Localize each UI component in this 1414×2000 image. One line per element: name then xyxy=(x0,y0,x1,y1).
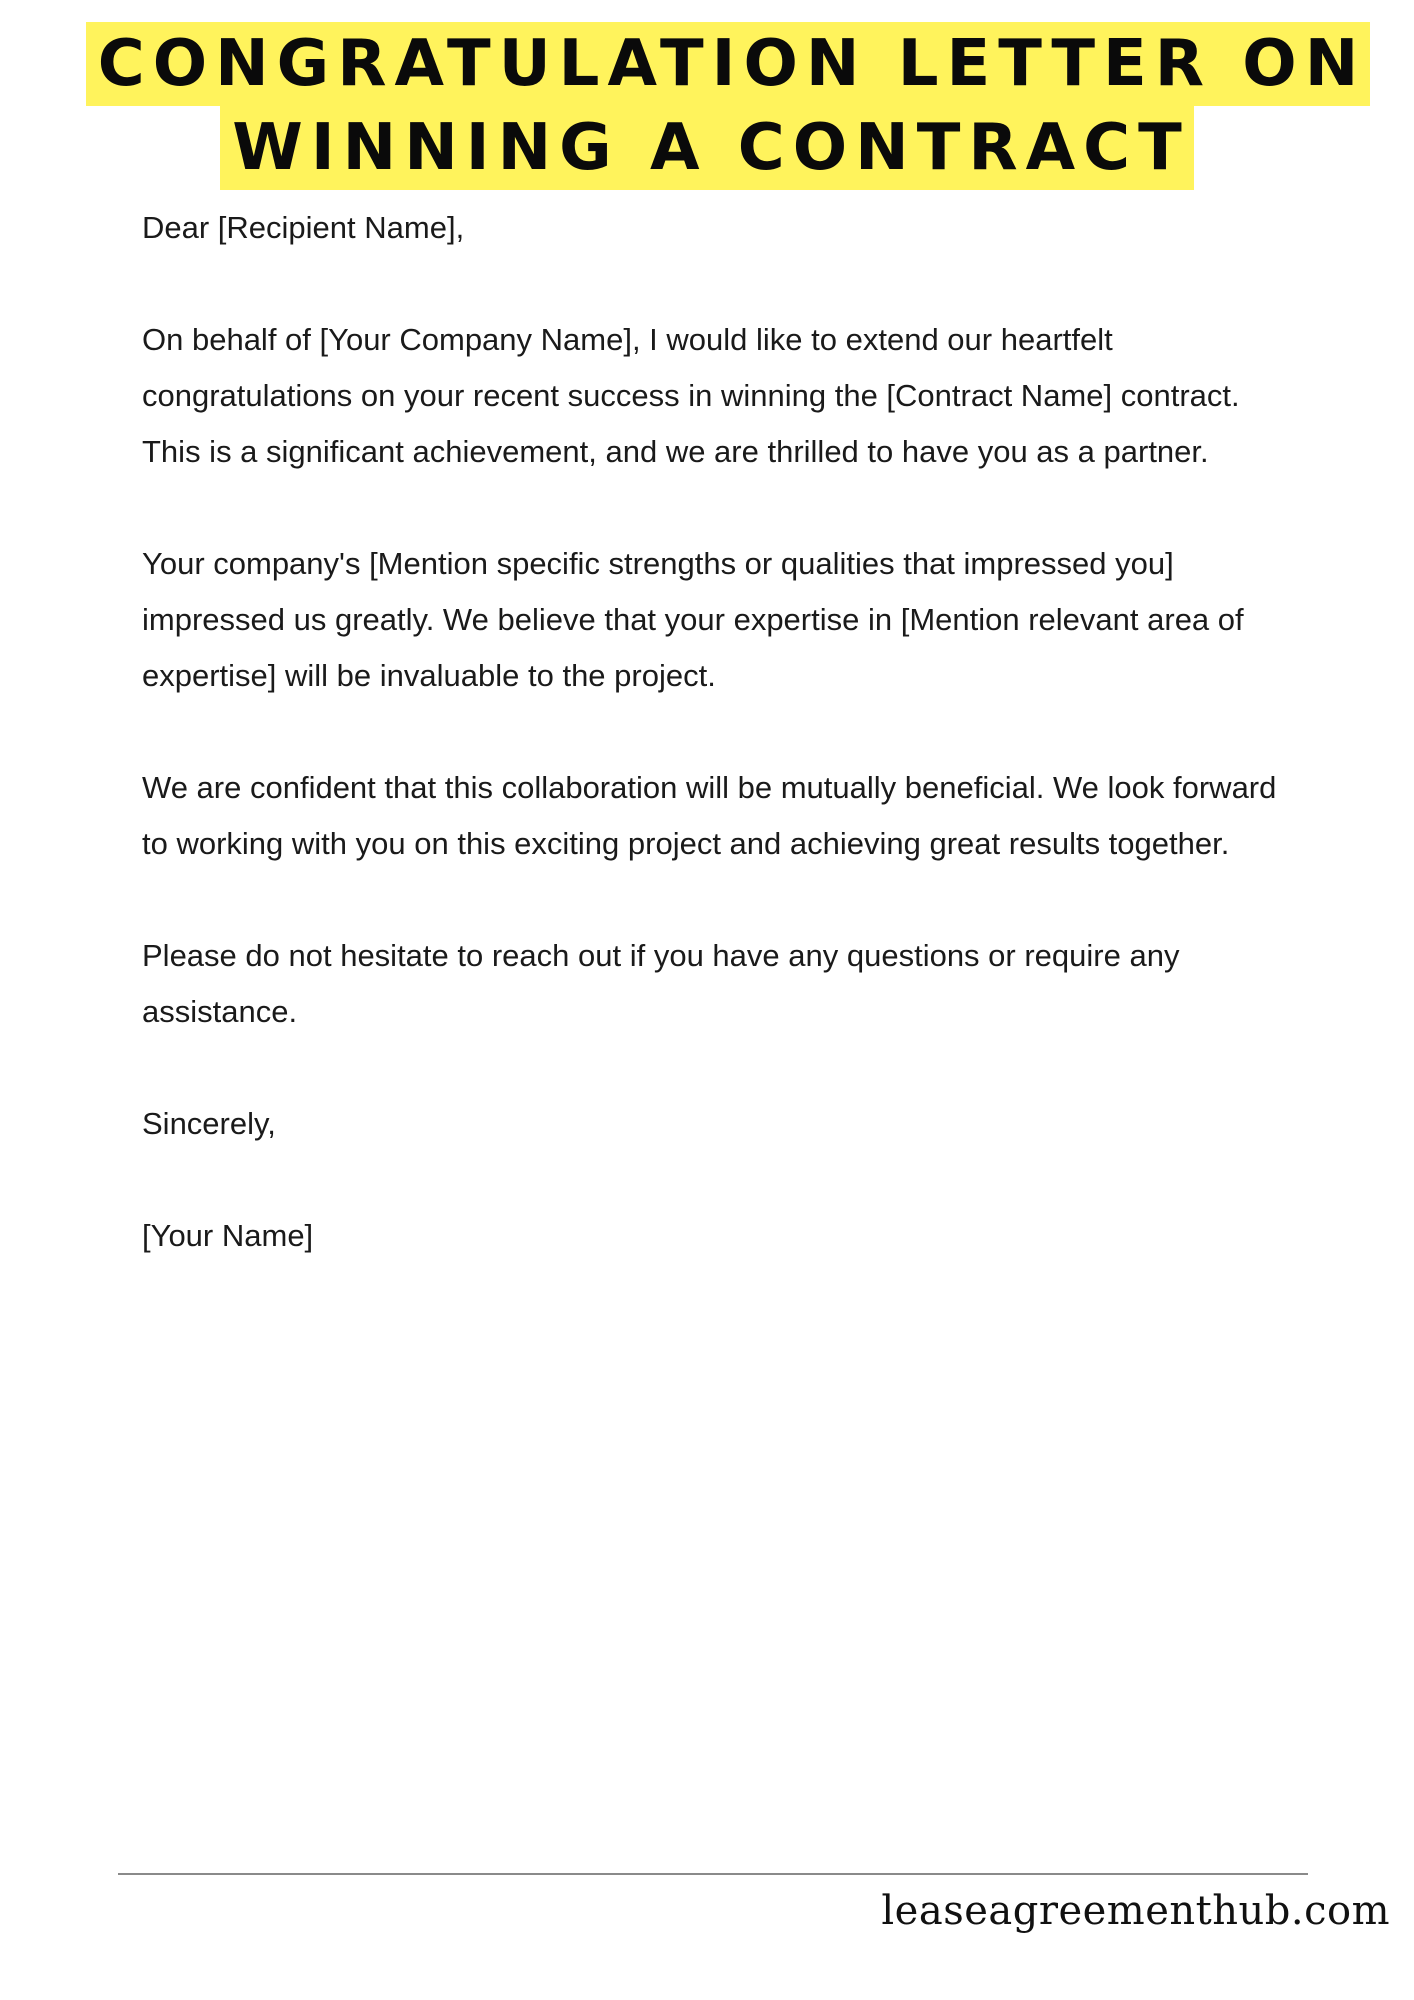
signature: [Your Name] xyxy=(142,1218,314,1253)
footer-website: leaseagreementhub.com xyxy=(881,1888,1390,1934)
paragraph-2: Your company's [Mention specific strengths or qualities that impressed you] impressed us greatly. We believe that your expertise in [Mention relevant area of expertise] will be invaluable to the project. xyxy=(142,546,1244,693)
page-title xyxy=(0,22,1414,190)
closing: Sincerely, xyxy=(142,1106,276,1141)
paragraph-4: Please do not hesitate to reach out if you have any questions or require any assistance. xyxy=(142,938,1180,1029)
footer-divider xyxy=(118,1873,1308,1875)
paragraph-1: On behalf of [Your Company Name], I would like to extend our heartfelt congratulations on your recent success in winning the [Contract Name] contract. This is a significant achievement, and we are thrilled to have you as a partner. xyxy=(142,322,1240,469)
title-line-1: CONGRATULATION LETTER ON xyxy=(86,22,1371,106)
title-line-2: WINNING A CONTRACT xyxy=(220,106,1194,190)
salutation: Dear [Recipient Name], xyxy=(142,210,465,245)
paragraph-3: We are confident that this collaboration will be mutually beneficial. We look forward to working with you on this exciting project and achieving great results together. xyxy=(142,770,1277,861)
letter-body xyxy=(142,200,1302,1320)
